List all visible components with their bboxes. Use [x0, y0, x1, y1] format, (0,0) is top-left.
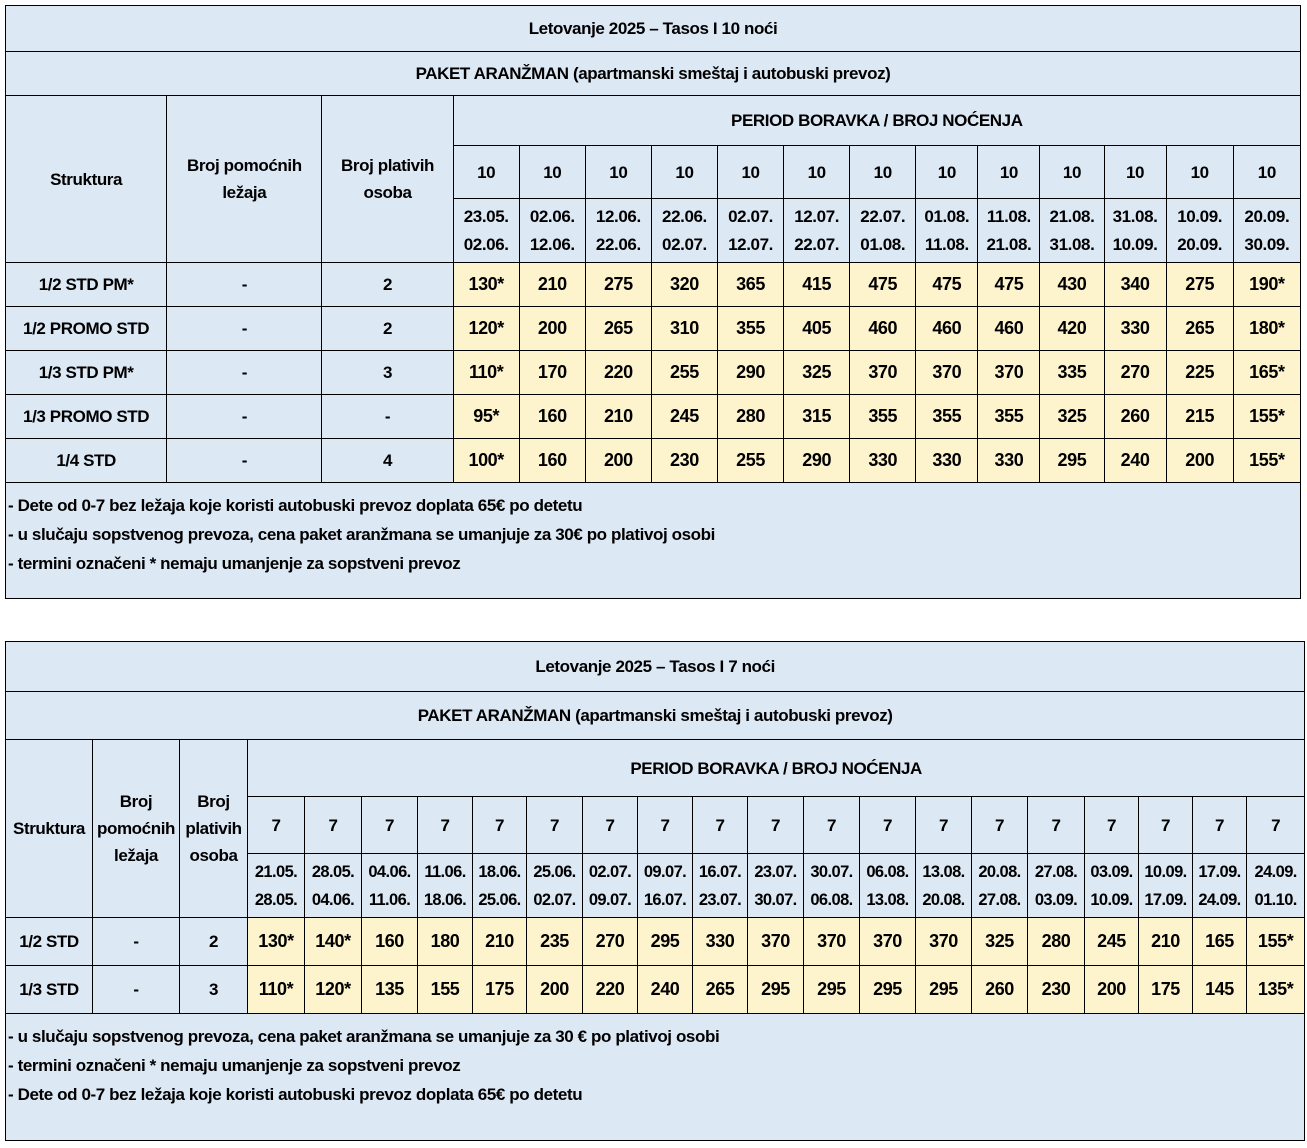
- price-cell: 135*: [1247, 966, 1305, 1014]
- period-start: 16.07.: [698, 862, 742, 881]
- price-cell: 335: [1040, 351, 1104, 395]
- period-start: 21.08.: [1049, 206, 1095, 226]
- note-line: - u slučaju sopstvenog prevoza, cena paket aranžmana se umanjuje za 30 € po plativoj osobi: [8, 1027, 720, 1046]
- extra-beds-cell: -: [167, 439, 322, 483]
- price-cell: 365: [718, 263, 784, 307]
- period-start: 02.07.: [588, 862, 632, 881]
- price-cell: 295: [860, 966, 916, 1014]
- price-cell: 330: [916, 439, 978, 483]
- period-end: 22.07.: [794, 234, 840, 254]
- paying-persons-cell: 2: [322, 263, 453, 307]
- price-cell: 160: [519, 439, 585, 483]
- price-cell: 355: [850, 395, 916, 439]
- price-cell: 415: [784, 263, 850, 307]
- period-date-cell: [453, 199, 519, 263]
- period-end: 25.06.: [478, 890, 521, 909]
- price-cell: 265: [1166, 307, 1233, 351]
- period-date-cell: [248, 854, 305, 918]
- nights-cell: 7: [693, 797, 748, 854]
- extra-beds-cell: -: [167, 351, 322, 395]
- period-end: 09.07.: [588, 890, 632, 909]
- period-start: 17.09.: [1198, 862, 1241, 881]
- price-cell: 100*: [453, 439, 519, 483]
- table-subtitle: PAKET ARANŽMAN (apartmanski smeštaj i autobuski prevoz): [6, 52, 1301, 96]
- period-date-cell: [693, 854, 748, 918]
- price-cell: 200: [527, 966, 583, 1014]
- price-cell: 130*: [248, 918, 305, 966]
- period-date-cell: [850, 199, 916, 263]
- period-start: 22.07.: [860, 206, 906, 226]
- table-row: [6, 966, 1305, 1014]
- price-cell: 370: [850, 351, 916, 395]
- period-end: 03.09.: [1034, 890, 1078, 909]
- note-line: - u slučaju sopstvenog prevoza, cena paket aranžmana se umanjuje za 30€ po plativoj osobi: [8, 525, 715, 544]
- price-cell: 145: [1193, 966, 1247, 1014]
- period-end: 04.06.: [311, 890, 355, 909]
- price-cell: 135: [362, 966, 418, 1014]
- price-cell: 260: [972, 966, 1028, 1014]
- price-cell: 430: [1040, 263, 1104, 307]
- price-cell: 330: [1104, 307, 1166, 351]
- period-date-cell: [527, 854, 583, 918]
- nights-cell: 10: [651, 146, 717, 199]
- price-cell: 230: [651, 439, 717, 483]
- notes: [6, 1014, 1305, 1141]
- price-cell: 295: [1040, 439, 1104, 483]
- nights-cell: 7: [583, 797, 638, 854]
- period-end: 20.09.: [1177, 234, 1223, 254]
- price-cell: 290: [718, 351, 784, 395]
- price-cell: 255: [718, 439, 784, 483]
- period-date-cell: [1193, 854, 1247, 918]
- price-table-10-nights: [5, 5, 1301, 599]
- period-date-cell: [916, 854, 972, 918]
- price-cell: 420: [1040, 307, 1104, 351]
- nights-cell: 7: [473, 797, 527, 854]
- nights-cell: 7: [305, 797, 362, 854]
- period-start: 23.05.: [463, 206, 509, 226]
- period-start: 31.08.: [1112, 206, 1158, 226]
- price-cell: 325: [784, 351, 850, 395]
- period-date-cell: [1233, 199, 1300, 263]
- price-cell: 295: [804, 966, 860, 1014]
- period-date-cell: [305, 854, 362, 918]
- structure-cell: 1/4 STD: [6, 439, 167, 483]
- nights-cell: 7: [638, 797, 693, 854]
- price-cell: 155: [418, 966, 473, 1014]
- price-cell: 325: [972, 918, 1028, 966]
- period-end: 28.05.: [254, 890, 298, 909]
- period-start: 18.06.: [478, 862, 521, 881]
- nights-cell: 7: [418, 797, 473, 854]
- nights-cell: 10: [519, 146, 585, 199]
- nights-cell: 7: [916, 797, 972, 854]
- price-cell: 475: [978, 263, 1040, 307]
- price-table-7-nights: [5, 641, 1305, 1141]
- nights-cell: 7: [804, 797, 860, 854]
- paying-persons-cell: 3: [180, 966, 248, 1014]
- nights-cell: 7: [1139, 797, 1193, 854]
- header-extra-beds: Broj pomoćnih ležaja: [167, 96, 322, 263]
- price-cell: 255: [651, 351, 717, 395]
- price-cell: 460: [916, 307, 978, 351]
- table-row: [6, 439, 1301, 483]
- note-line: - Dete od 0-7 bez ležaja koje koristi autobuski prevoz doplata 65€ po detetu: [8, 496, 583, 515]
- period-end: 02.06.: [463, 234, 509, 254]
- period-end: 20.08.: [922, 890, 965, 909]
- price-cell: 180: [418, 918, 473, 966]
- price-cell: 295: [916, 966, 972, 1014]
- period-date-cell: [1166, 199, 1233, 263]
- period-end: 30.09.: [1244, 234, 1290, 254]
- period-date-cell: [362, 854, 418, 918]
- header-extra-beds: Broj pomoćnih ležaja: [93, 740, 180, 918]
- period-start: 02.07.: [728, 206, 773, 226]
- period-start: 30.07.: [810, 862, 853, 881]
- structure-cell: 1/3 STD PM*: [6, 351, 167, 395]
- price-cell: 265: [585, 307, 651, 351]
- note-line: - Dete od 0-7 bez ležaja koje koristi autobuski prevoz doplata 65€ po detetu: [8, 1085, 583, 1104]
- nights-cell: 10: [850, 146, 916, 199]
- price-cell: 215: [1166, 395, 1233, 439]
- notes: [6, 483, 1301, 599]
- price-cell: 170: [519, 351, 585, 395]
- price-cell: 355: [718, 307, 784, 351]
- price-cell: 295: [748, 966, 804, 1014]
- nights-cell: 7: [860, 797, 916, 854]
- period-start: 23.07.: [754, 862, 797, 881]
- period-start: 20.09.: [1244, 206, 1290, 226]
- period-end: 02.07.: [662, 234, 707, 254]
- price-cell: 310: [651, 307, 717, 351]
- period-date-cell: [1040, 199, 1104, 263]
- period-start: 09.07.: [643, 862, 687, 881]
- header-period: PERIOD BORAVKA / BROJ NOĆENJA: [248, 740, 1305, 797]
- period-start: 13.08.: [922, 862, 965, 881]
- paying-persons-cell: 4: [322, 439, 453, 483]
- period-end: 18.06.: [423, 890, 467, 909]
- price-cell: 460: [978, 307, 1040, 351]
- period-date-cell: [519, 199, 585, 263]
- period-end: 16.07.: [643, 890, 687, 909]
- price-cell: 95*: [453, 395, 519, 439]
- period-date-cell: [1139, 854, 1193, 918]
- period-end: 01.08.: [860, 234, 906, 254]
- price-cell: 240: [1104, 439, 1166, 483]
- price-cell: 270: [583, 918, 638, 966]
- price-cell: 155*: [1247, 918, 1305, 966]
- nights-cell: 7: [248, 797, 305, 854]
- price-cell: 200: [1085, 966, 1139, 1014]
- period-start: 28.05.: [311, 862, 355, 881]
- price-cell: 275: [585, 263, 651, 307]
- period-start: 06.08.: [866, 862, 909, 881]
- price-cell: 370: [916, 351, 978, 395]
- period-date-cell: [1085, 854, 1139, 918]
- nights-cell: 10: [585, 146, 651, 199]
- period-end: 01.10.: [1254, 890, 1297, 909]
- period-date-cell: [418, 854, 473, 918]
- period-start: 03.09.: [1090, 862, 1133, 881]
- price-cell: 475: [850, 263, 916, 307]
- nights-cell: 7: [1247, 797, 1305, 854]
- price-cell: 315: [784, 395, 850, 439]
- price-cell: 110*: [453, 351, 519, 395]
- period-date-cell: [473, 854, 527, 918]
- price-cell: 155*: [1233, 395, 1300, 439]
- price-cell: 200: [585, 439, 651, 483]
- period-start: 27.08.: [1034, 862, 1078, 881]
- price-cell: 210: [519, 263, 585, 307]
- table-subtitle: PAKET ARANŽMAN (apartmanski smeštaj i autobuski prevoz): [6, 692, 1305, 740]
- period-end: 17.09.: [1144, 890, 1187, 909]
- price-cell: 320: [651, 263, 717, 307]
- period-end: 30.07.: [754, 890, 797, 909]
- period-end: 10.09.: [1090, 890, 1133, 909]
- table-row: [6, 395, 1301, 439]
- period-date-cell: [651, 199, 717, 263]
- nights-cell: 7: [1085, 797, 1139, 854]
- price-cell: 405: [784, 307, 850, 351]
- note-line: - termini označeni * nemaju umanjenje za sopstveni prevoz: [8, 554, 461, 573]
- nights-cell: 7: [972, 797, 1028, 854]
- period-start: 10.09.: [1144, 862, 1187, 881]
- paying-persons-cell: -: [322, 395, 453, 439]
- price-cell: 370: [916, 918, 972, 966]
- nights-cell: 10: [1166, 146, 1233, 199]
- price-cell: 120*: [305, 966, 362, 1014]
- price-cell: 355: [916, 395, 978, 439]
- structure-cell: 1/3 PROMO STD: [6, 395, 167, 439]
- nights-cell: 7: [1028, 797, 1085, 854]
- price-cell: 330: [693, 918, 748, 966]
- header-period: PERIOD BORAVKA / BROJ NOĆENJA: [453, 96, 1300, 146]
- price-cell: 200: [1166, 439, 1233, 483]
- period-start: 11.06.: [424, 862, 466, 881]
- period-date-cell: [718, 199, 784, 263]
- price-cell: 155*: [1233, 439, 1300, 483]
- period-date-cell: [916, 199, 978, 263]
- period-end: 11.08.: [924, 234, 969, 254]
- price-cell: 235: [527, 918, 583, 966]
- price-cell: 220: [585, 351, 651, 395]
- price-cell: 370: [860, 918, 916, 966]
- period-date-cell: [583, 854, 638, 918]
- period-date-cell: [1104, 199, 1166, 263]
- price-cell: 460: [850, 307, 916, 351]
- nights-cell: 10: [916, 146, 978, 199]
- table-row: [6, 307, 1301, 351]
- price-cell: 160: [519, 395, 585, 439]
- price-cell: 290: [784, 439, 850, 483]
- period-end: 12.07.: [728, 234, 773, 254]
- header-paying-persons: Broj plativih osoba: [180, 740, 248, 918]
- period-end: 13.08.: [866, 890, 909, 909]
- table-row: [6, 351, 1301, 395]
- paying-persons-cell: 2: [322, 307, 453, 351]
- period-start: 12.07.: [794, 206, 840, 226]
- price-cell: 180*: [1233, 307, 1300, 351]
- period-start: 12.06.: [595, 206, 641, 226]
- extra-beds-cell: -: [93, 918, 180, 966]
- period-start: 24.09.: [1254, 862, 1297, 881]
- price-cell: 370: [978, 351, 1040, 395]
- price-cell: 175: [1139, 966, 1193, 1014]
- period-date-cell: [585, 199, 651, 263]
- nights-cell: 7: [1193, 797, 1247, 854]
- price-cell: 225: [1166, 351, 1233, 395]
- period-end: 22.06.: [595, 234, 641, 254]
- price-cell: 240: [638, 966, 693, 1014]
- nights-cell: 10: [784, 146, 850, 199]
- header-structure: Struktura: [6, 740, 93, 918]
- period-end: 31.08.: [1049, 234, 1095, 254]
- period-end: 11.06.: [368, 890, 411, 909]
- structure-cell: 1/3 STD: [6, 966, 93, 1014]
- nights-cell: 7: [527, 797, 583, 854]
- nights-cell: 10: [1233, 146, 1300, 199]
- nights-cell: 10: [453, 146, 519, 199]
- period-end: 27.08.: [978, 890, 1021, 909]
- price-cell: 340: [1104, 263, 1166, 307]
- period-end: 06.08.: [810, 890, 853, 909]
- period-date-cell: [784, 199, 850, 263]
- price-cell: 165: [1193, 918, 1247, 966]
- price-cell: 330: [978, 439, 1040, 483]
- price-cell: 190*: [1233, 263, 1300, 307]
- paying-persons-cell: 2: [180, 918, 248, 966]
- price-cell: 280: [1028, 918, 1085, 966]
- price-cell: 210: [1139, 918, 1193, 966]
- period-start: 21.05.: [254, 862, 298, 881]
- extra-beds-cell: -: [93, 966, 180, 1014]
- note-line: - termini označeni * nemaju umanjenje za sopstveni prevoz: [8, 1056, 461, 1075]
- price-cell: 165*: [1233, 351, 1300, 395]
- period-date-cell: [860, 854, 916, 918]
- nights-cell: 7: [362, 797, 418, 854]
- period-start: 10.09.: [1177, 206, 1223, 226]
- period-date-cell: [1028, 854, 1085, 918]
- period-date-cell: [1247, 854, 1305, 918]
- period-date-cell: [638, 854, 693, 918]
- price-cell: 260: [1104, 395, 1166, 439]
- price-cell: 265: [693, 966, 748, 1014]
- period-end: 02.07.: [533, 890, 576, 909]
- table-row: [6, 918, 1305, 966]
- price-cell: 325: [1040, 395, 1104, 439]
- period-end: 12.06.: [529, 234, 575, 254]
- header-structure: Struktura: [6, 96, 167, 263]
- extra-beds-cell: -: [167, 263, 322, 307]
- price-cell: 140*: [305, 918, 362, 966]
- nights-cell: 10: [978, 146, 1040, 199]
- price-cell: 245: [1085, 918, 1139, 966]
- period-date-cell: [748, 854, 804, 918]
- price-cell: 220: [583, 966, 638, 1014]
- price-cell: 200: [519, 307, 585, 351]
- price-cell: 330: [850, 439, 916, 483]
- period-start: 02.06.: [529, 206, 575, 226]
- period-end: 24.09.: [1198, 890, 1241, 909]
- period-start: 22.06.: [662, 206, 707, 226]
- structure-cell: 1/2 PROMO STD: [6, 307, 167, 351]
- price-cell: 210: [473, 918, 527, 966]
- price-cell: 130*: [453, 263, 519, 307]
- price-cell: 210: [585, 395, 651, 439]
- extra-beds-cell: -: [167, 395, 322, 439]
- price-cell: 175: [473, 966, 527, 1014]
- period-end: 21.08.: [986, 234, 1032, 254]
- table-title: Letovanje 2025 – Tasos I 10 noći: [6, 6, 1301, 52]
- price-cell: 370: [804, 918, 860, 966]
- nights-cell: 10: [1104, 146, 1166, 199]
- price-cell: 120*: [453, 307, 519, 351]
- price-cell: 295: [638, 918, 693, 966]
- period-date-cell: [978, 199, 1040, 263]
- period-date-cell: [972, 854, 1028, 918]
- structure-cell: 1/2 STD: [6, 918, 93, 966]
- price-cell: 270: [1104, 351, 1166, 395]
- price-cell: 110*: [248, 966, 305, 1014]
- nights-cell: 10: [718, 146, 784, 199]
- period-start: 20.08.: [978, 862, 1021, 881]
- price-cell: 230: [1028, 966, 1085, 1014]
- nights-cell: 7: [748, 797, 804, 854]
- price-cell: 160: [362, 918, 418, 966]
- period-end: 23.07.: [698, 890, 742, 909]
- price-cell: 245: [651, 395, 717, 439]
- table-title: Letovanje 2025 – Tasos I 7 noći: [6, 642, 1305, 692]
- period-start: 25.06.: [533, 862, 576, 881]
- price-cell: 475: [916, 263, 978, 307]
- header-paying-persons: Broj plativih osoba: [322, 96, 453, 263]
- paying-persons-cell: 3: [322, 351, 453, 395]
- table-row: [6, 263, 1301, 307]
- extra-beds-cell: -: [167, 307, 322, 351]
- price-cell: 280: [718, 395, 784, 439]
- price-cell: 370: [748, 918, 804, 966]
- period-start: 11.08.: [986, 206, 1031, 226]
- period-start: 04.06.: [368, 862, 411, 881]
- period-date-cell: [804, 854, 860, 918]
- price-cell: 275: [1166, 263, 1233, 307]
- price-cell: 355: [978, 395, 1040, 439]
- nights-cell: 10: [1040, 146, 1104, 199]
- period-start: 01.08.: [924, 206, 970, 226]
- structure-cell: 1/2 STD PM*: [6, 263, 167, 307]
- period-end: 10.09.: [1112, 234, 1158, 254]
